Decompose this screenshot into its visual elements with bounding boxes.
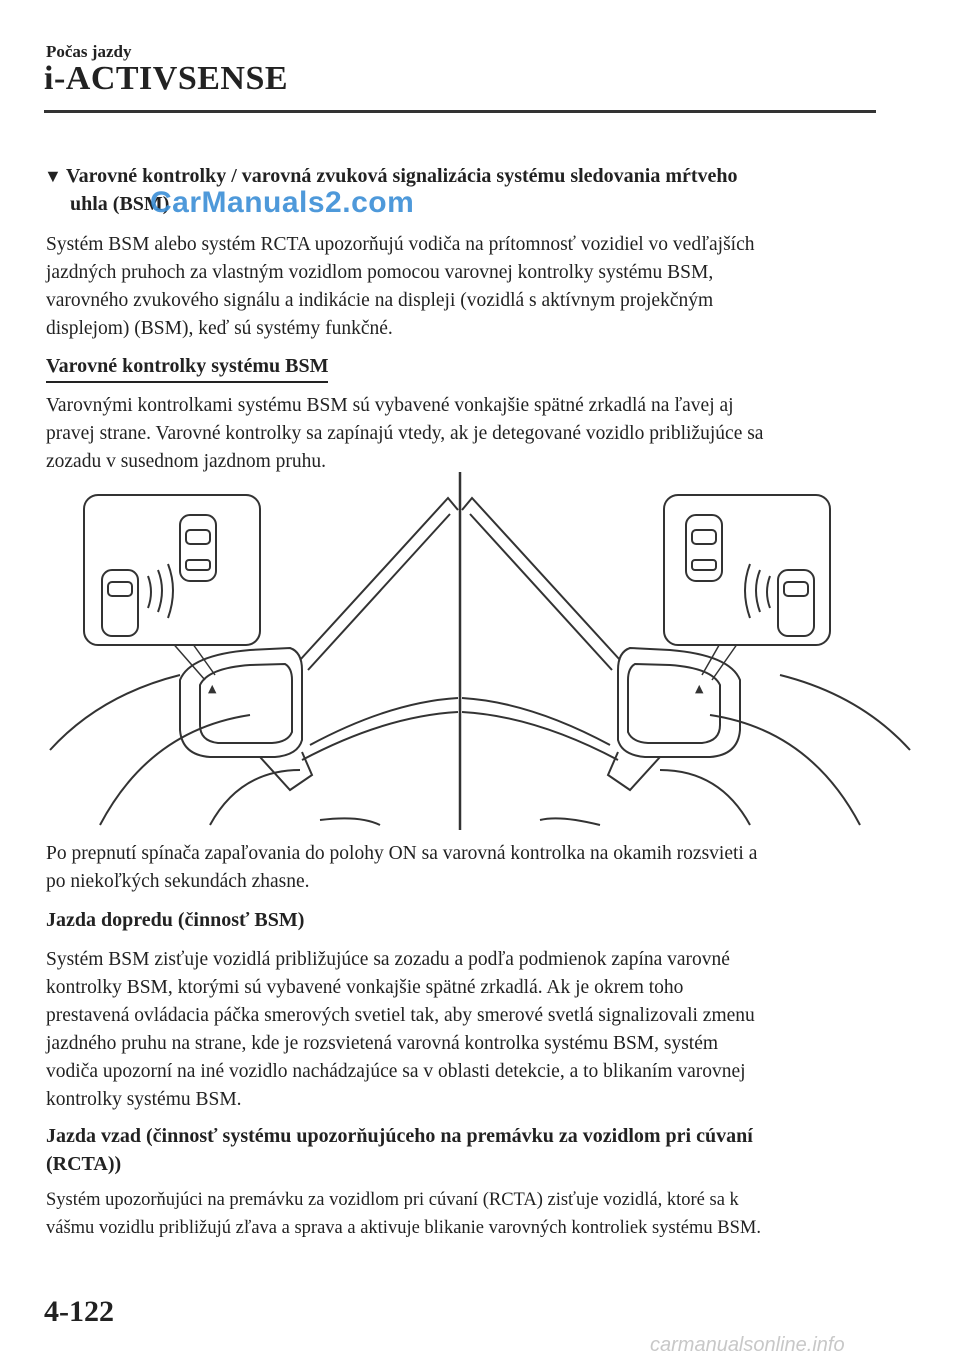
heading-line-1: Varovné kontrolky / varovná zvuková signalizácia systému sledovania mŕtveho: [66, 165, 738, 187]
text-line: po niekoľkých sekundách zhasne.: [46, 871, 310, 892]
subheading-forward-driving: Jazda dopredu (činnosť BSM): [46, 909, 305, 931]
left-door-curve: [100, 715, 250, 825]
forward-driving-paragraph: [46, 946, 876, 1114]
left-a-pillar-inner: [308, 514, 450, 670]
reverse-driving-paragraph: [46, 1186, 876, 1242]
ignition-paragraph: [46, 840, 876, 896]
heading-line-2: uhla (BSM): [70, 193, 170, 215]
left-door-curve-2: [210, 770, 300, 825]
right-lower: [540, 818, 600, 825]
left-door-line: [50, 675, 180, 750]
subheading-line-1: Jazda vzad (činnosť systému upozorňujúceho na premávku za vozidlom pri cúvaní: [46, 1125, 753, 1147]
text-line: vášmu vozidlu približujú zľava a sprava a aktivuje blikanie varovných kontroliek systému BSM.: [46, 1218, 761, 1238]
mirror-illustration: [40, 470, 920, 835]
section-label: Počas jazdy: [46, 42, 132, 61]
text-line: displejom) (BSM), keď sú systémy funkčné.: [46, 318, 393, 339]
text-line: vodiča upozorní na iné vozidlo nachádzajúce sa v oblasti detekcie, a to blikaním varovnej: [46, 1061, 746, 1082]
right-dash-line: [462, 698, 610, 745]
text-line: pravej strane. Varovné kontrolky sa zapínajú vtedy, ak je detegované vozidlo približujúce sa: [46, 423, 764, 444]
text-line: kontrolky BSM, ktorými sú vybavené vonkajšie spätné zrkadlá. Ak je okrem toho: [46, 977, 684, 998]
page-number: 4-122: [44, 1295, 114, 1328]
triangle-bullet-icon: ▼: [44, 166, 62, 186]
intro-paragraph: [46, 231, 876, 343]
footer-watermark: carmanualsonline.info: [650, 1334, 845, 1356]
right-a-pillar: [462, 498, 620, 660]
left-a-pillar: [300, 498, 458, 660]
right-a-pillar-inner: [470, 514, 612, 670]
text-line: Varovnými kontrolkami systému BSM sú vybavené vonkajšie spätné zrkadlá na ľavej aj: [46, 395, 734, 416]
text-line: Systém BSM zisťuje vozidlá približujúce sa zozadu a podľa podmienok zapína varovné: [46, 949, 730, 970]
text-line: prestavená ovládacia páčka smerových svetiel tak, aby smerové svetlá signalizovali zmenu: [46, 1005, 755, 1026]
left-lower: [320, 818, 380, 825]
text-line: Po prepnutí spínača zapaľovania do polohy ON sa varovná kontrolka na okamih rozsvieti a: [46, 843, 758, 864]
right-door-curve-2: [660, 770, 750, 825]
text-line: kontrolky systému BSM.: [46, 1089, 242, 1110]
left-mirror-glass: [200, 664, 292, 743]
subheading-line-2: (RCTA)): [46, 1153, 122, 1175]
watermark-logo: CarManuals2.com: [150, 186, 415, 219]
left-dash-line: [310, 698, 458, 745]
text-line: jazdného pruhu na strane, kde je rozsvietená varovná kontrolka systému BSM, systém: [46, 1033, 719, 1054]
bsm-indicators-paragraph: [46, 392, 876, 476]
text-line: zozadu v susednom jazdnom pruhu.: [46, 451, 326, 472]
text-line: varovného zvukového signálu a indikácie na displeji (vozidlá s aktívnym projekčným: [46, 290, 714, 311]
header-rule: [44, 110, 876, 113]
subheading-bsm-indicators: Varovné kontrolky systému BSM: [46, 352, 328, 383]
text-line: Systém upozorňujúci na premávku za vozidlom pri cúvaní (RCTA) zisťuje vozidlá, ktoré sa k: [46, 1190, 739, 1210]
right-door-curve: [710, 715, 860, 825]
text-line: Systém BSM alebo systém RCTA upozorňujú vodiča na prítomnosť vozidiel vo vedľajších: [46, 234, 755, 255]
chapter-title: i-ACTIVSENSE: [44, 60, 289, 97]
right-bsm-indicator-icon: ▲: [695, 682, 704, 695]
subheading-reverse-driving: [46, 1122, 753, 1178]
text-line: jazdných pruhoch za vlastným vozidlom pomocou varovnej kontrolky systému BSM,: [46, 262, 714, 283]
right-mirror-glass: [628, 664, 720, 743]
right-door-line: [780, 675, 910, 750]
left-bsm-indicator-icon: ▲: [208, 682, 217, 695]
